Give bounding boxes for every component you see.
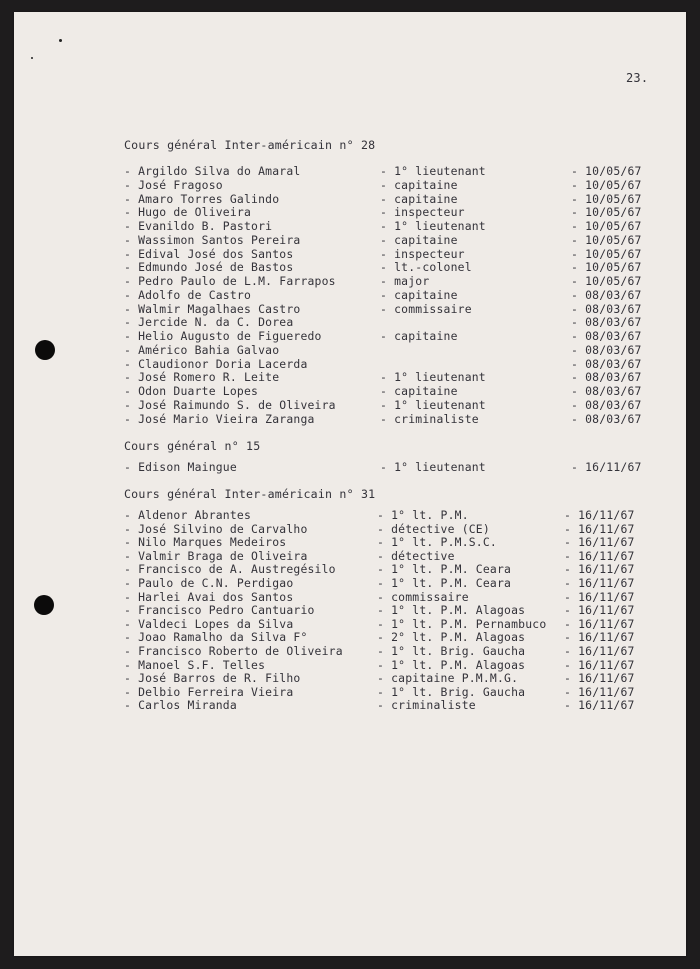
entry-name: - Edival José dos Santos [124,246,294,261]
entry-rank: - criminaliste [377,698,476,713]
entry-date: - 16/11/67 [564,603,635,618]
list-item [0,631,700,644]
entry-rank: - 1° lt. P.M. Alagoas [377,603,526,618]
entry-name: - Helio Augusto de Figueredo [124,329,322,343]
list-item [0,413,700,426]
entry-rank: - 1° lt. P.M. Alagoas [377,657,526,672]
entry-name: - Claudionor Doria Lacerda [124,356,308,371]
entry-date: - 16/11/67 [564,576,635,590]
list-item [0,220,700,233]
entry-rank: - 1° lt. P.M. Pernambuco [377,616,547,631]
entry-rank: - 1° lieutenant [380,370,486,385]
list-item [0,461,700,474]
entry-date: - 16/11/67 [564,548,635,563]
entry-name: - José Romero R. Leite [124,370,280,385]
list-item [0,385,700,398]
entry-rank: - capitaine [380,177,458,192]
list-item [0,179,700,192]
list-item [0,523,700,536]
entry-rank: - 1° lt. Brig. Gaucha [377,644,526,658]
document-page [14,12,686,956]
entry-name: - Valdeci Lopes da Silva [124,616,294,631]
entry-name: - Américo Bahia Galvao [124,342,280,357]
entry-rank: - capitaine [380,329,458,343]
entry-rank: - détective [377,548,455,563]
list-item [0,645,700,658]
entry-name: - Odon Duarte Lopes [124,384,259,398]
list-item [0,193,700,206]
entry-name: - Evanildo B. Pastori [124,219,273,233]
entry-date: - 08/03/67 [571,411,642,426]
entry-rank: - 1° lieutenant [380,460,486,474]
entry-date: - 16/11/67 [571,460,642,474]
entry-date: - 10/05/67 [571,274,642,288]
list-item [0,577,700,590]
entry-date: - 08/03/67 [571,342,642,357]
list-item [0,536,700,549]
entry-date: - 10/05/67 [571,177,642,192]
entry-rank: - criminaliste [380,411,479,426]
list-item [0,330,700,343]
entry-rank: - détective (CE) [377,521,490,536]
entry-rank: - capitaine P.M.M.G. [377,671,519,686]
list-item [0,686,700,699]
entry-date: - 16/11/67 [564,684,635,699]
entry-date: - 10/05/67 [571,246,642,261]
entry-date: - 16/11/67 [564,671,635,686]
entry-date: - 08/03/67 [571,287,642,302]
list-item [0,234,700,247]
entry-rank: - 1° lt. Brig. Gaucha [377,684,526,699]
list-item [0,371,700,384]
entry-name: - Amaro Torres Galindo [124,191,280,206]
entry-date: - 10/05/67 [571,164,642,178]
entry-rank: - commissaire [377,589,469,604]
entry-name: - Delbio Ferreira Vieira [124,684,294,699]
entry-date: - 16/11/67 [564,521,635,536]
list-item [0,591,700,604]
list-item [0,303,700,316]
entry-name: - José Barros de R. Filho [124,671,301,686]
entry-name: - Pedro Paulo de L.M. Farrapos [124,274,336,288]
entry-name: - José Fragoso [124,177,223,192]
entry-date: - 16/11/67 [564,698,635,713]
list-item [0,672,700,685]
page-number: 23. [626,71,649,85]
list-item [0,261,700,274]
entry-rank: - commissaire [380,301,472,316]
entry-date: - 08/03/67 [571,315,642,330]
entry-date: - 16/11/67 [564,535,635,550]
list-item [0,165,700,178]
entry-rank: - capitaine [380,384,458,398]
entry-name: - Harlei Avai dos Santos [124,589,294,604]
paper-speck [59,39,62,42]
list-item [0,344,700,357]
section-heading: Cours général n° 15 [124,439,261,453]
entry-date: - 16/11/67 [564,508,635,522]
entry-rank: - capitaine [380,191,458,206]
list-item [0,509,700,522]
list-item [0,399,700,412]
entry-name: - Carlos Miranda [124,698,237,713]
entry-name: - Francisco Pedro Cantuario [124,603,315,618]
entry-name: - Joao Ramalho da Silva F° [124,630,308,645]
list-item [0,289,700,302]
list-item [0,699,700,712]
entry-name: - Manoel S.F. Telles [124,657,266,672]
entry-rank: - inspecteur [380,246,465,261]
entry-rank: - lt.-colonel [380,260,472,275]
list-item [0,563,700,576]
entry-name: - Wassimon Santos Pereira [124,232,301,247]
list-item [0,275,700,288]
entry-date: - 16/11/67 [564,562,635,577]
entry-date: - 08/03/67 [571,301,642,316]
entry-name: - Edmundo José de Bastos [124,260,294,275]
list-item [0,604,700,617]
entry-rank: - 1° lieutenant [380,164,486,178]
entry-rank: - capitaine [380,287,458,302]
entry-date: - 10/05/67 [571,191,642,206]
entry-date: - 08/03/67 [571,397,642,412]
entry-name: - Walmir Magalhaes Castro [124,301,301,316]
entry-date: - 16/11/67 [564,630,635,645]
list-item [0,358,700,371]
entry-name: - Jercide N. da C. Dorea [124,315,294,330]
list-item [0,206,700,219]
list-item [0,316,700,329]
entry-name: - Valmir Braga de Oliveira [124,548,308,563]
entry-name: - Adolfo de Castro [124,287,252,302]
entry-name: - Aldenor Abrantes [124,508,252,522]
entry-name: - Francisco de A. Austregésilo [124,562,336,577]
entry-rank: - 2° lt. P.M. Alagoas [377,630,526,645]
entry-date: - 16/11/67 [564,616,635,631]
entry-date: - 10/05/67 [571,232,642,247]
entry-date: - 16/11/67 [564,644,635,658]
entry-rank: - 1° lieutenant [380,219,486,233]
entry-rank: - 1° lt. P.M. Ceara [377,562,512,577]
entry-date: - 08/03/67 [571,329,642,343]
entry-date: - 16/11/67 [564,589,635,604]
section-heading: Cours général Inter-américain n° 28 [124,138,376,152]
list-item [0,550,700,563]
entry-name: - Edison Maingue [124,460,237,474]
entry-rank: - inspecteur [380,205,465,220]
entry-rank: - 1° lieutenant [380,397,486,412]
entry-rank: - major [380,274,430,288]
entry-name: - Hugo de Oliveira [124,205,252,220]
section-heading: Cours général Inter-américain n° 31 [124,487,376,501]
list-item [0,248,700,261]
entry-date: - 10/05/67 [571,219,642,233]
list-item [0,659,700,672]
entry-name: - José Raimundo S. de Oliveira [124,397,336,412]
list-item [0,618,700,631]
entry-date: - 10/05/67 [571,260,642,275]
entry-rank: - capitaine [380,232,458,247]
entry-name: - José Mario Vieira Zaranga [124,411,315,426]
entry-rank: - 1° lt. P.M. Ceara [377,576,512,590]
entry-date: - 08/03/67 [571,356,642,371]
entry-date: - 08/03/67 [571,370,642,385]
entry-date: - 10/05/67 [571,205,642,220]
entry-name: - Paulo de C.N. Perdigao [124,576,294,590]
entry-rank: - 1° lt. P.M.S.C. [377,535,497,550]
entry-name: - Argildo Silva do Amaral [124,164,301,178]
entry-name: - José Silvino de Carvalho [124,521,308,536]
entry-date: - 16/11/67 [564,657,635,672]
entry-rank: - 1° lt. P.M. [377,508,469,522]
entry-name: - Nilo Marques Medeiros [124,535,287,550]
entry-date: - 08/03/67 [571,384,642,398]
entry-name: - Francisco Roberto de Oliveira [124,644,343,658]
paper-speck [31,57,33,59]
